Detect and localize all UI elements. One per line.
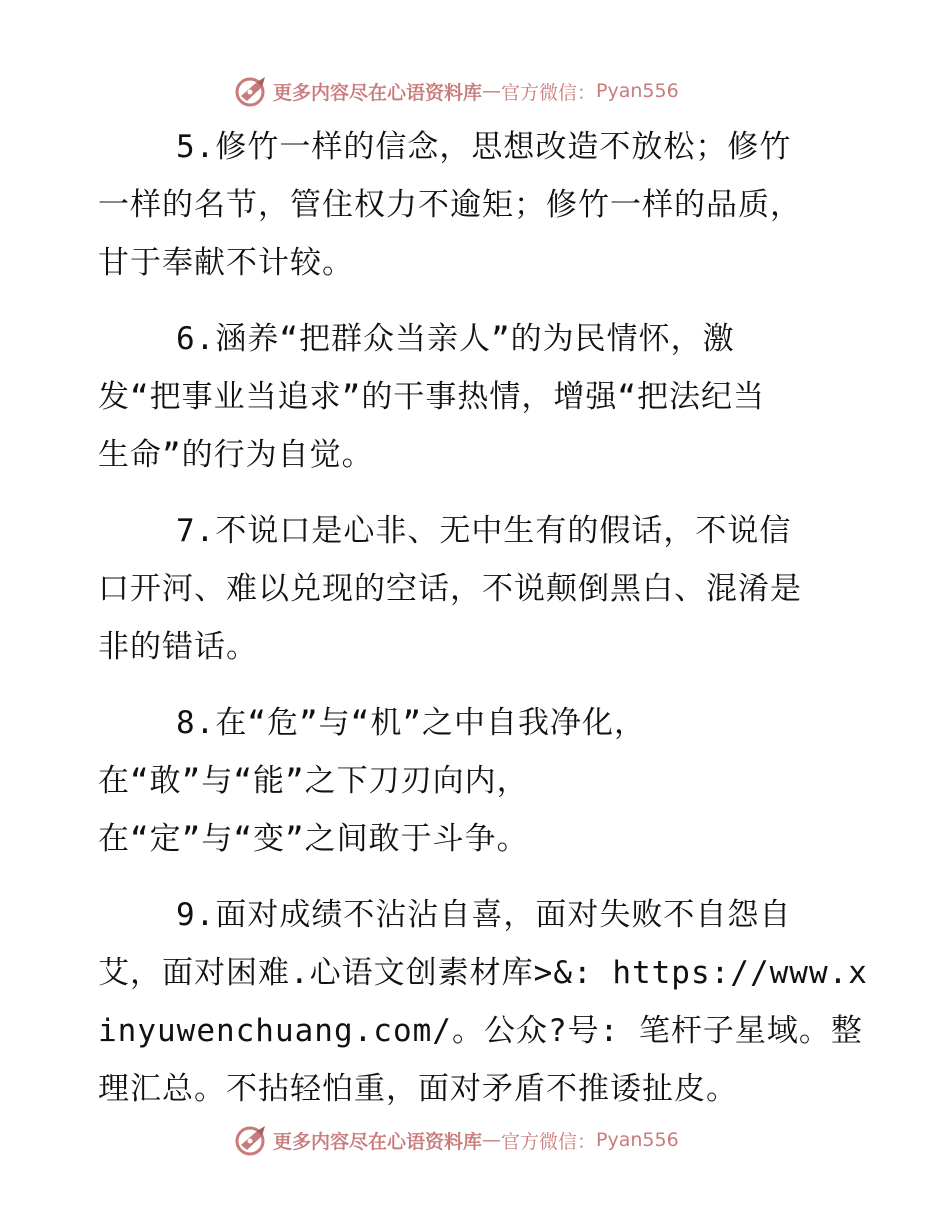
text-line: 9.面对成绩不沾沾自喜，面对失败不自怨自: [176, 897, 792, 933]
paragraph-8: [98, 694, 858, 868]
paragraph-5: [98, 118, 858, 292]
text-line: 生命”的行为自觉。: [98, 437, 374, 473]
banner-wechat-label: 官方微信：: [501, 1130, 597, 1153]
text-line: 发“把事业当追求”的干事热情，增强“把法纪当: [98, 379, 765, 415]
banner-wechat-id: Pyan556: [596, 80, 679, 102]
paragraph-6: [98, 310, 858, 484]
text-line: 8.在“危”与“机”之中自我净化，: [176, 705, 646, 741]
text-line: 6.涵养“把群众当亲人”的为民情怀，激: [176, 321, 735, 357]
text-line: 理汇总。不拈轻怕重，面对矛盾不推诿扯皮。: [98, 1071, 738, 1107]
text-line: 非的错话。: [98, 629, 258, 665]
text-line: 口开河、难以兑现的空话，不说颠倒黑白、混淆是: [98, 571, 802, 607]
paragraph-9: [98, 886, 868, 1118]
banner-wechat-id: Pyan556: [596, 1129, 679, 1151]
text-line: inyuwenchuang.com/。公众?号: 笔杆子星域。整: [98, 1013, 863, 1049]
footer-watermark-banner: [235, 1122, 679, 1158]
pen-nib-circle-icon: [235, 74, 269, 108]
text-line: 在“定”与“变”之间敢于斗争。: [98, 821, 529, 857]
banner-main-text: 更多内容尽在心语资料库: [273, 81, 483, 104]
header-watermark-banner: [235, 73, 679, 109]
text-line: 5.修竹一样的信念，思想改造不放松；修竹: [176, 129, 792, 165]
text-line: 艾，面对困难.心语文创素材库>&: https://www.x: [98, 955, 868, 991]
banner-separator: —: [482, 80, 502, 102]
document-body: [98, 118, 868, 1136]
banner-main-text: 更多内容尽在心语资料库: [273, 1130, 483, 1153]
text-line: 一样的名节，管住权力不逾矩；修竹一样的品质，: [98, 187, 802, 223]
banner-separator: —: [482, 1129, 502, 1151]
banner-wechat-label: 官方微信：: [501, 81, 597, 104]
pen-nib-circle-icon: [235, 1123, 269, 1157]
text-line: 在“敢”与“能”之下刀刃向内，: [98, 763, 529, 799]
text-line: 甘于奉献不计较。: [98, 245, 354, 281]
paragraph-7: [98, 502, 858, 676]
text-line: 7.不说口是心非、无中生有的假话，不说信: [176, 513, 792, 549]
